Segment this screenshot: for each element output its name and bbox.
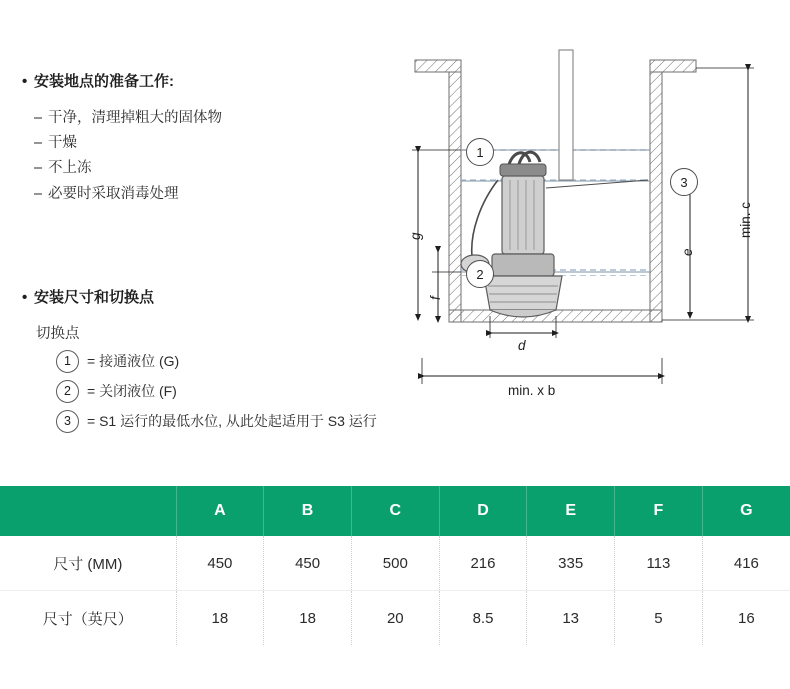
callout-2 <box>466 260 494 288</box>
table-header-cell: G <box>702 486 790 536</box>
dash-icon: – <box>34 134 43 151</box>
switch-points-label: 切换点 <box>36 325 80 342</box>
circle-number-icon: 1 <box>56 350 79 373</box>
callout-3-label: 3 <box>680 174 688 190</box>
specs-table <box>0 486 790 645</box>
table-row-label: 尺寸（英尺） <box>42 610 133 628</box>
table-header-cell: F <box>615 486 703 536</box>
dimension-d-label: d <box>518 338 526 353</box>
legend-item-label: = 接通液位 (G) <box>87 353 180 369</box>
table-cell: 16 <box>702 591 790 646</box>
table-row-label: 尺寸 (MM) <box>0 536 176 591</box>
bullet-dot-icon: • <box>22 289 28 306</box>
circle-number-icon: 3 <box>56 410 79 433</box>
list-item <box>34 131 362 156</box>
specs-table-wrap <box>0 486 790 645</box>
table-header-cell <box>0 486 176 536</box>
dimension-f-label: f <box>428 296 443 300</box>
list-item-label: 必要时采取消毒处理 <box>48 185 179 202</box>
list-item <box>34 182 362 207</box>
table-cell: 18 <box>264 591 352 646</box>
callout-2-label: 2 <box>476 266 484 282</box>
callout-1 <box>466 138 494 166</box>
table-cell: 20 <box>351 591 439 646</box>
installation-diagram <box>360 28 780 468</box>
list-item-label: 不上冻 <box>48 160 92 177</box>
table-cell: 450 <box>264 536 352 591</box>
legend-item-label: = S1 运行的最低水位, 从此处起适用于 S3 运行 <box>87 413 377 429</box>
dash-icon: – <box>34 185 43 202</box>
table-cell: 216 <box>439 536 527 591</box>
callout-1-label: 1 <box>476 144 484 160</box>
dimension-e-label: e <box>680 248 695 256</box>
instructions-block <box>22 72 362 207</box>
table-cell: 450 <box>176 536 264 591</box>
table-header-cell: C <box>351 486 439 536</box>
section-2-heading-text: 安装尺寸和切换点 <box>34 289 155 306</box>
circle-number-icon: 2 <box>56 380 79 403</box>
table-header-cell: B <box>264 486 352 536</box>
table-cell: 335 <box>527 536 615 591</box>
dimension-g-label: g <box>408 232 423 240</box>
table-header-cell: E <box>527 486 615 536</box>
diagram-svg <box>360 28 780 468</box>
table-cell: 500 <box>351 536 439 591</box>
table-header-row <box>0 486 790 536</box>
list-item <box>34 156 362 181</box>
pump-graphic <box>461 152 562 317</box>
table-cell: 5 <box>615 591 703 646</box>
bullet-dot-icon: • <box>22 73 28 90</box>
dash-icon: – <box>34 160 43 177</box>
dimension-min-c-label: min. c <box>738 201 753 238</box>
list-item-label: 干燥 <box>48 134 77 151</box>
table-cell: 13 <box>527 591 615 646</box>
table-cell: 8.5 <box>439 591 527 646</box>
dimension-min-xb-label: min. x b <box>508 383 556 398</box>
section-1-heading <box>22 72 362 92</box>
table-row <box>0 536 790 591</box>
legend-item-label: = 关闭液位 (F) <box>87 383 177 399</box>
table-cell: 18 <box>176 591 264 646</box>
table-cell: 416 <box>702 536 790 591</box>
table-header-cell: A <box>176 486 264 536</box>
list-item-label: 干净，清理掉粗大的固体物 <box>48 109 222 126</box>
table-header-cell: D <box>439 486 527 536</box>
section-1-heading-text: 安装地点的准备工作: <box>34 73 174 90</box>
table-row <box>0 591 790 646</box>
preparation-list <box>34 106 362 208</box>
list-item <box>34 106 362 131</box>
table-cell: 113 <box>615 536 703 591</box>
dash-icon: – <box>34 109 43 126</box>
callout-3 <box>670 168 698 196</box>
